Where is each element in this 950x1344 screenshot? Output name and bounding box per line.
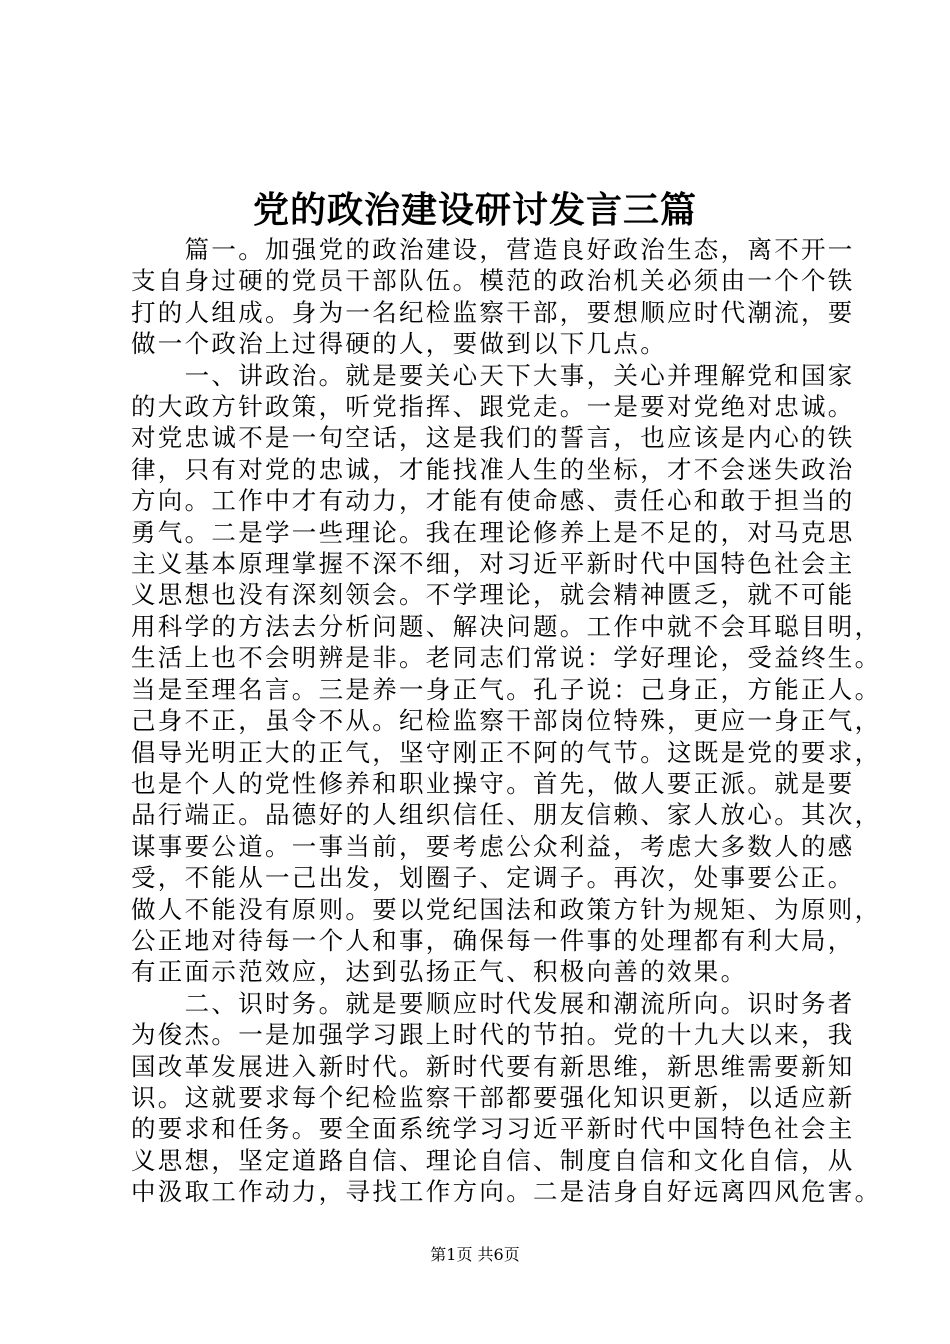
- page-number: 第1页 共6页: [430, 1245, 520, 1264]
- body-line: 国改革发展进入新时代。新时代要有新思维，新思维需要新知: [131, 1051, 855, 1081]
- body-line: 的要求和任务。要全面系统学习习近平新时代中国特色社会主: [131, 1114, 855, 1144]
- body-line: 有正面示范效应，达到弘扬正气、积极向善的效果。: [131, 957, 748, 987]
- body-line: 品行端正。品德好的人组织信任、朋友信赖、家人放心。其次，: [131, 800, 882, 830]
- body-line: 倡导光明正大的正气，坚守刚正不阿的气节。这既是党的要求，: [131, 737, 882, 767]
- body-line: 己身不正，虽令不从。纪检监察干部岗位特殊，更应一身正气，: [131, 706, 882, 736]
- body-line: 为俊杰。一是加强学习跟上时代的节拍。党的十九大以来，我: [131, 1020, 855, 1050]
- body-line: 勇气。二是学一些理论。我在理论修养上是不足的，对马克思: [131, 517, 855, 547]
- body-line: 当是至理名言。三是养一身正气。孔子说：己身正，方能正人。: [131, 674, 882, 704]
- body-line: 生活上也不会明辨是非。老同志们常说：学好理论，受益终生。: [131, 643, 882, 673]
- body-line: 受，不能从一己出发，划圈子、定调子。再次，处事要公正。: [131, 863, 855, 893]
- body-line: 谋事要公道。一事当前，要考虑公众利益，考虑大多数人的感: [131, 831, 855, 861]
- body-line: 的大政方针政策，听党指挥、跟党走。一是要对党绝对忠诚。: [131, 392, 855, 422]
- body-line: 公正地对待每一个人和事，确保每一件事的处理都有利大局，: [131, 925, 855, 955]
- body-line: 中汲取工作动力，寻找工作方向。二是洁身自好远离四风危害。: [131, 1177, 882, 1207]
- body-line: 一、讲政治。就是要关心天下大事，关心并理解党和国家: [131, 360, 855, 390]
- body-line: 做人不能没有原则。要以党纪国法和政策方针为规矩、为原则，: [131, 894, 882, 924]
- body-line: 支自身过硬的党员干部队伍。模范的政治机关必须由一个个铁: [131, 266, 855, 296]
- body-line: 对党忠诚不是一句空话，这是我们的誓言，也应该是内心的铁: [131, 423, 855, 453]
- body-line: 也是个人的党性修养和职业操守。首先，做人要正派。就是要: [131, 768, 855, 798]
- body-line: 用科学的方法去分析问题、解决问题。工作中就不会耳聪目明，: [131, 611, 882, 641]
- body-line: 方向。工作中才有动力，才能有使命感、责任心和敢于担当的: [131, 486, 855, 516]
- document-title: 党的政治建设研讨发言三篇: [252, 189, 697, 231]
- document-body: [131, 234, 882, 1208]
- body-line: 二、识时务。就是要顺应时代发展和潮流所向。识时务者: [131, 988, 855, 1018]
- body-line: 义思想，坚定道路自信、理论自信、制度自信和文化自信，从: [131, 1145, 855, 1175]
- body-line: 义思想也没有深刻领会。不学理论，就会精神匮乏，就不可能: [131, 580, 855, 610]
- body-line: 做一个政治上过得硬的人，要做到以下几点。: [131, 329, 667, 359]
- body-line: 篇一。加强党的政治建设，营造良好政治生态，离不开一: [131, 235, 855, 264]
- page-footer: [0, 1243, 950, 1267]
- body-line: 主义基本原理掌握不深不细，对习近平新时代中国特色社会主: [131, 549, 855, 579]
- body-line: 律，只有对党的忠诚，才能找准人生的坐标，才不会迷失政治: [131, 454, 855, 484]
- body-line: 打的人组成。身为一名纪检监察干部，要想顺应时代潮流，要: [131, 297, 855, 327]
- body-line: 识。这就要求每个纪检监察干部都要强化知识更新，以适应新: [131, 1082, 855, 1112]
